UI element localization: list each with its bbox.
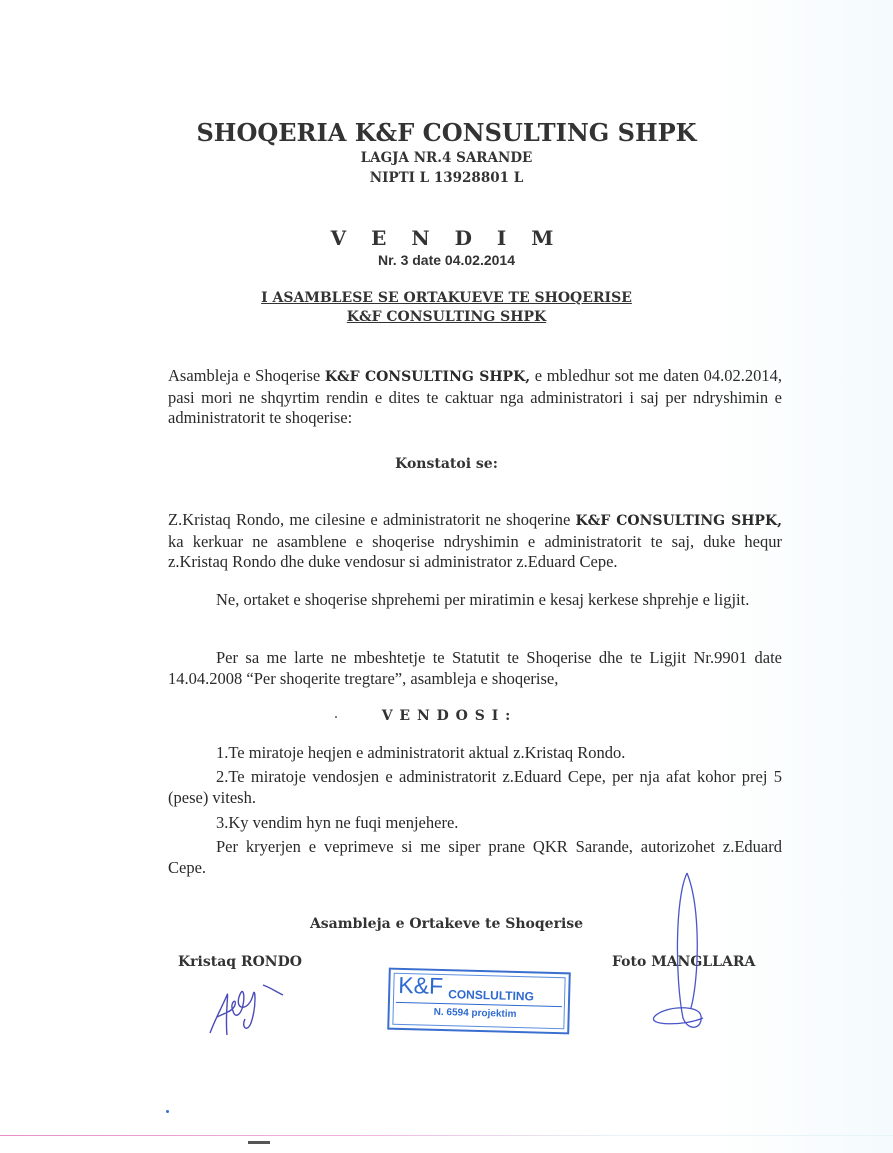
vendosi-heading: V E N D O S I :: [381, 708, 512, 724]
decision-subtitle-2: K&F CONSULTING SHPK: [346, 309, 547, 325]
signature-right-icon: [645, 868, 725, 1048]
vendosi-item-1: 1.Te miratoje heqjen e administratorit aktual z.Kristaq Rondo.: [216, 743, 626, 762]
stamp-number: N. 6594 projektim: [433, 1006, 517, 1020]
signature-left-icon: [205, 975, 295, 1040]
authorization-paragraph: Per kryerjen e veprimeve si me siper prane QKR Sarande, autorizohet z.Eduard Cepe.: [168, 837, 782, 877]
company-stamp: [387, 968, 571, 1035]
company-address: LAGJA NR.4 SARANDE: [360, 150, 533, 166]
konstatoi-paragraph-3: Per sa me larte ne mbeshtetje te Statutit te Shoqerise dhe te Ligjit Nr.9901 date 14.04.2008 “Per shoqerite tregtare”, asambleja e shoqerise,: [168, 648, 782, 688]
signatory-right-name: Foto MANGLLARA: [612, 954, 756, 970]
vendosi-item-2: 2.Te miratoje vendosjen e administratorit z.Eduard Cepe, per nja afat kohor prej 5 (pese) vitesh.: [168, 767, 782, 807]
konstatoi-paragraph-2: Ne, ortaket e shoqerise shprehemi per miratimin e kesaj kerkese shprehje e ligjit.: [216, 590, 750, 609]
scan-speck: [335, 716, 337, 718]
scan-edge-line: [0, 1135, 893, 1136]
company-name: SHOQERIA K&F CONSULTING SHPK: [196, 118, 697, 147]
scan-mark: [248, 1141, 270, 1144]
intro-paragraph: Asambleja e Shoqerise K&F CONSULTING SHPK, e mbledhur sot me daten 04.02.2014, pasi mori ne shqyrtim rendin e dites te caktuar nga administratori i saj per ndryshimin e administratorit te shoqerise:: [168, 366, 782, 427]
konstatoi-heading: Konstatoi se:: [395, 456, 498, 472]
stamp-company: CONSLULTING: [447, 987, 535, 1004]
assembly-label: Asambleja e Ortakeve te Shoqerise: [309, 916, 584, 932]
company-nipt: NIPTI L 13928801 L: [369, 170, 524, 186]
signatory-left-name: Kristaq RONDO: [178, 954, 302, 970]
vendosi-item-3: 3.Ky vendim hyn ne fuqi menjehere.: [216, 813, 459, 832]
scan-speck: [166, 1110, 169, 1113]
decision-title: V E N D I M: [330, 226, 563, 250]
company-bold: K&F CONSULTING SHPK,: [575, 513, 783, 529]
decision-subtitle-1: I ASAMBLESE SE ORTAKUEVE TE SHOQERISE: [261, 290, 632, 306]
konstatoi-paragraph-1: Z.Kristaq Rondo, me cilesine e administratorit ne shoqerine K&F CONSULTING SHPK, ka kerkuar ne asamblene e shoqerise ndryshimin e administratorit te saj, duke hequr z.Kristaq Rondo dhe duke vendosur si administrator z.Eduard Cepe.: [168, 510, 783, 571]
decision-number-date: Nr. 3 date 04.02.2014: [378, 252, 515, 268]
company-bold: K&F CONSULTING SHPK,: [324, 369, 531, 385]
stamp-logo: K&F: [398, 971, 444, 1000]
